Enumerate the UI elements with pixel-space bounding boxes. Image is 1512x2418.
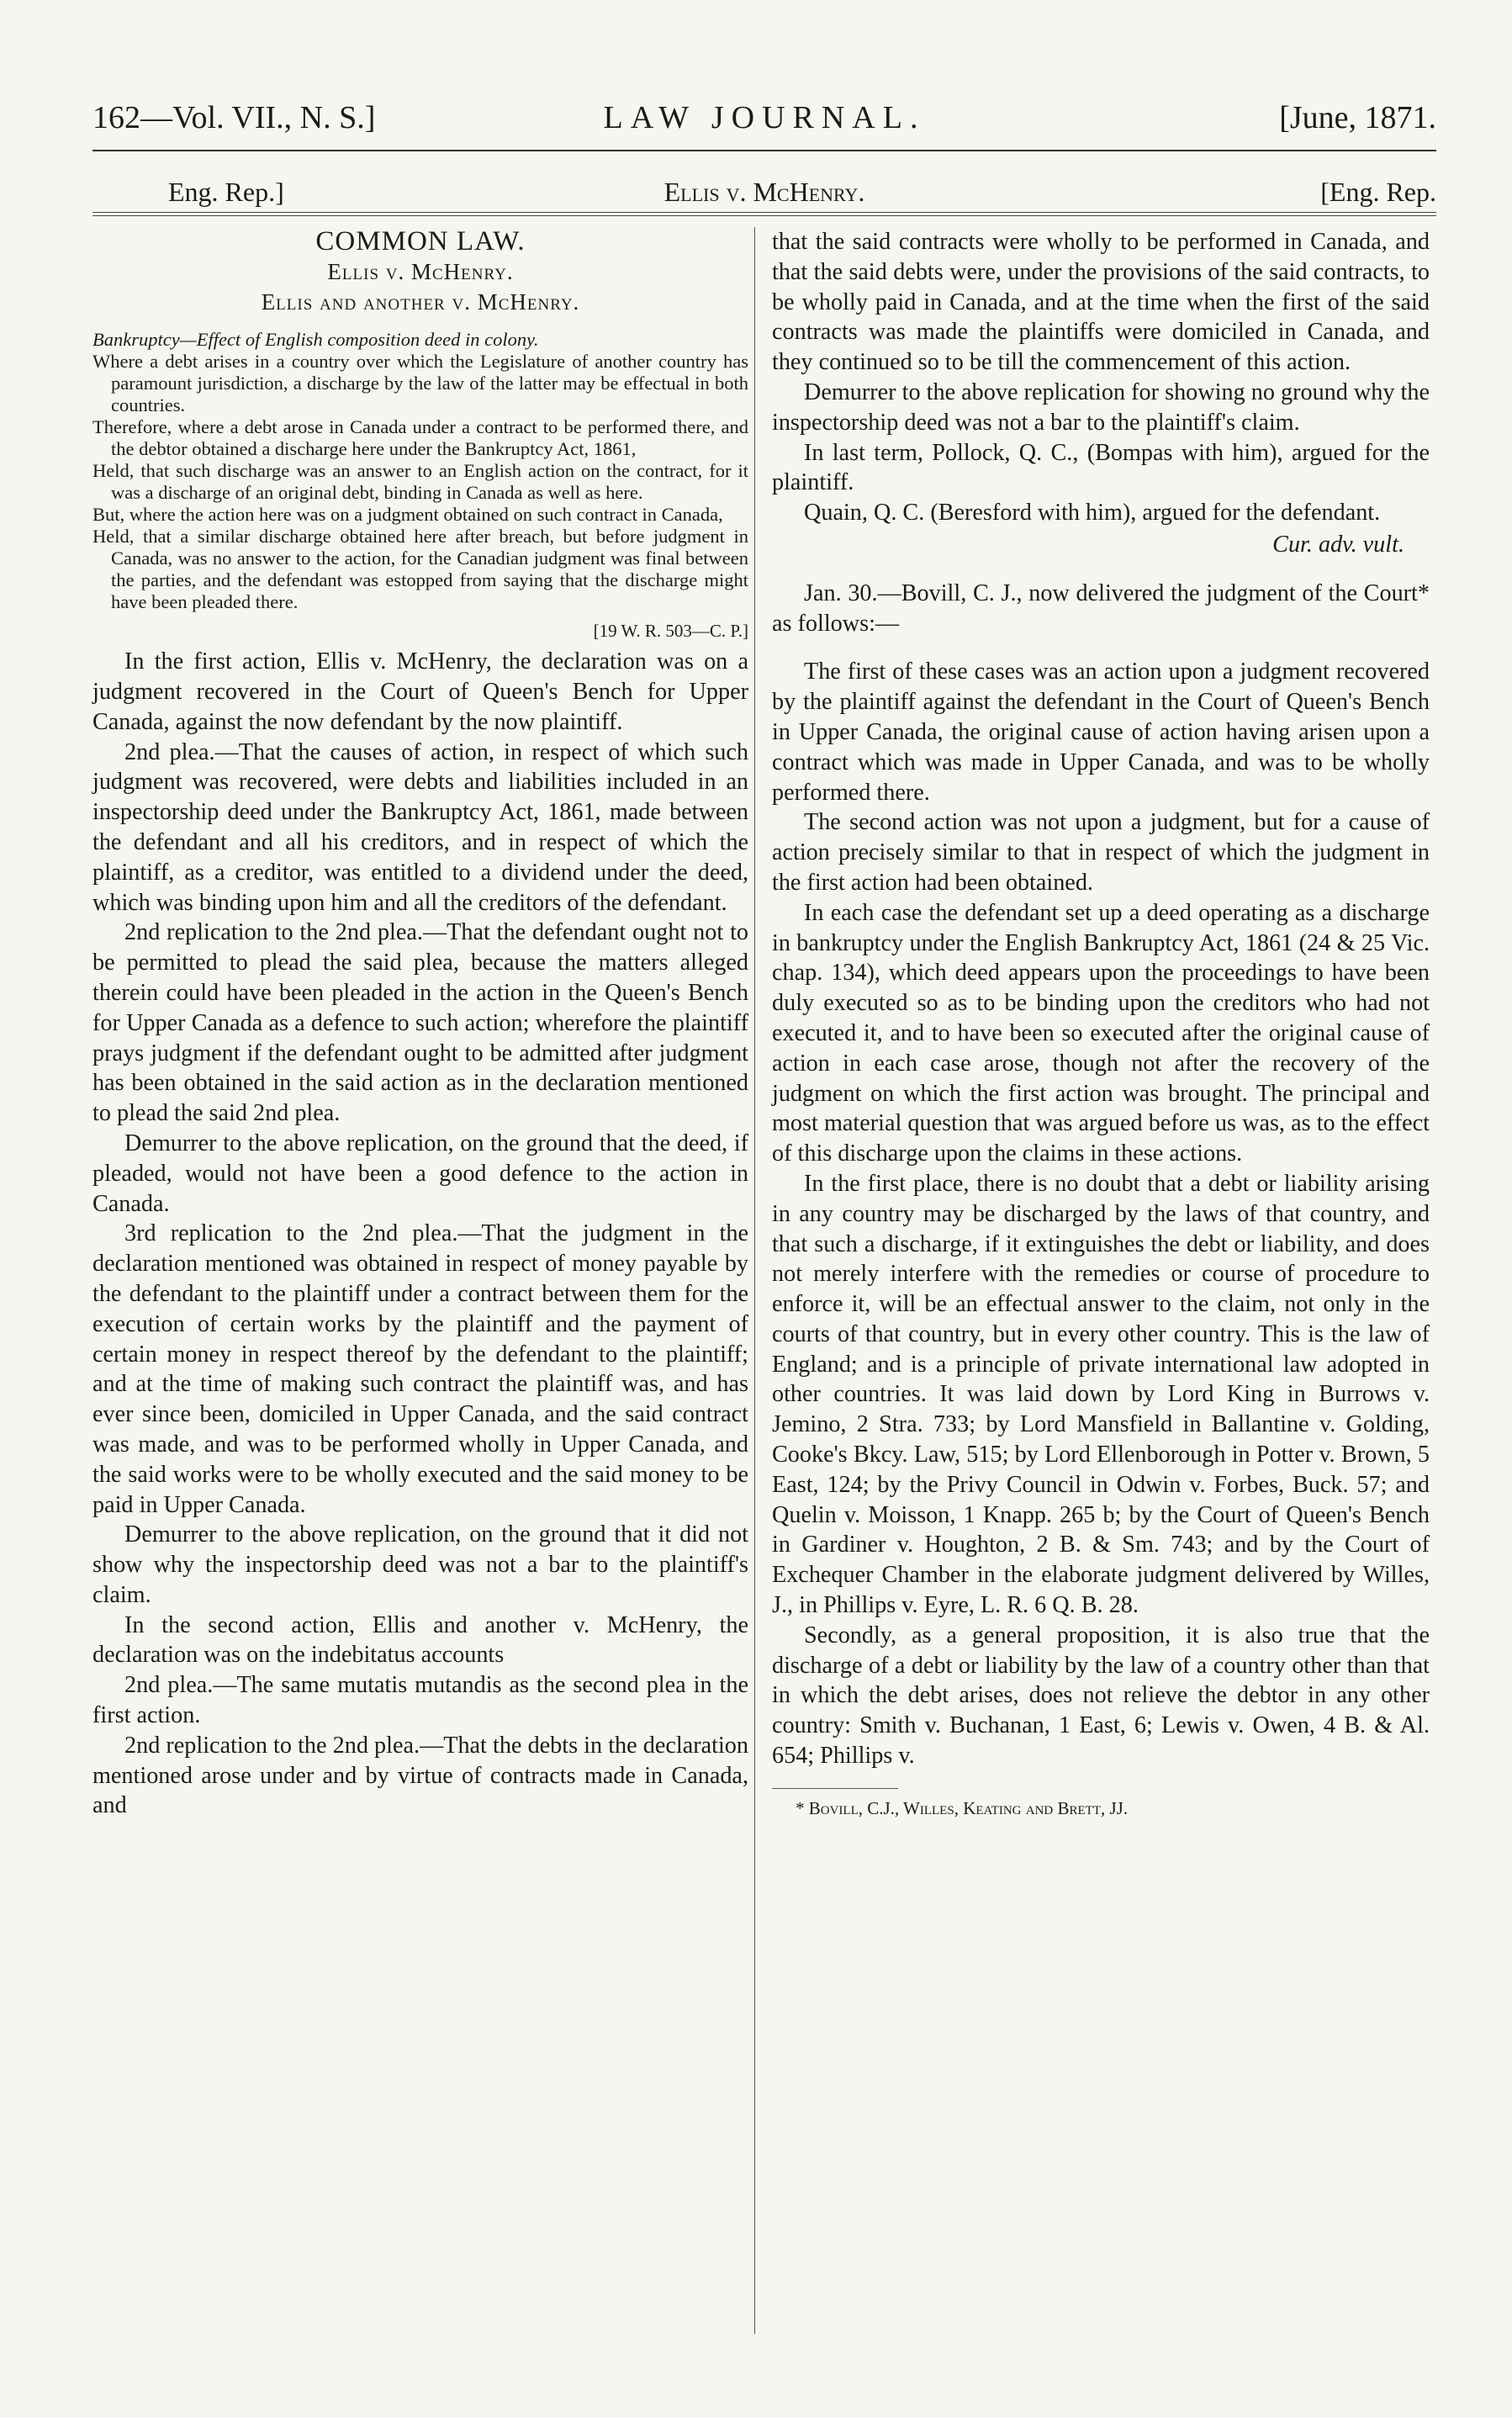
case-title-first: Ellis v. McHenry. [327,258,514,284]
body-paragraph: In the second action, Ellis and another v. McHenry, the declaration was on the indebitatus accounts [93,1611,748,1669]
case-running-title: Ellis v. McHenry. [663,177,865,207]
issue-date: [June, 1871. [1279,100,1436,135]
body-paragraph: 3rd replication to the 2nd plea.—That the judgment in the declaration mentioned was obtained in respect of money payable by the defendant to the plaintiff under a contract between them for the execution of certain works by the plaintiff and the payment of certain money in respect thereof by the defendant to the plaintiff; and at the time of making such contract the plaintiff was, and has ever since been, domiciled in Upper Canada, and the said contract was made, and was to be performed wholly in Upper Canada, and the said works were to be wholly executed and the said money to be paid in Upper Canada. [93,1220,748,1518]
section-title: COMMON LAW. [315,226,526,257]
report-label-right: [Eng. Rep. [1320,177,1436,207]
body-paragraph: that the said contracts were wholly to be performed in Canada, and that the said debts were, under the provisions of the said contracts, to be wholly paid in Canada, and at the time when the first of the said contracts was made the plaintiffs were domiciled in Canada, and they continued so to be till the commencement of this action. [772,229,1430,376]
headnote [93,329,748,613]
headnote-paragraph: Held, that a similar discharge obtained here after breach, but before judgment in Canada, was no answer to the action, for the Canadian judgment was final between the parties, and the defendant was estopped from saying that the discharge might have been pleaded there. [93,526,748,613]
body-paragraph: In the first place, there is no doubt that a debt or liability arising in any country may be discharged by the laws of that country, and that such a discharge, if it extinguishes the debt or liability, and does not merely interfere with the remedies or course of procedure to enforce it, will be an effectual answer to the claim, not only in the courts of that country, but in every other country. This is the law of England; and is a principle of private international law adopted in other countries. It was laid down by Lord King in Burrows v. Jemino, 2 Stra. 733; by Lord Mansfield in Ballantine v. Golding, Cooke's Bkcy. Law, 515; by Lord Ellenborough in Potter v. Brown, 5 East, 124; by the Privy Council in Odwin v. Forbes, Buck. 57; and Quelin v. Moisson, 1 Knapp. 265 b; by the Court of Queen's Bench in Gardiner v. Houghton, 2 B. & Sm. 743; and by the Court of Exchequer Chamber in the elaborate judgment delivered by Willes, J., in Phillips v. Eyre, L. R. 6 Q. B. 28. [772,1170,1430,1619]
body-paragraph: Demurrer to the above replication, on the ground that the deed, if pleaded, would not have been a good defence to the action in Canada. [93,1130,748,1217]
headnote-topic: Bankruptcy—Effect of English composition deed in colony. [93,329,539,351]
report-citation: [19 W. R. 503—C. P.] [593,621,748,642]
headnote-paragraph: Where a debt arises in a country over which the Legislature of another country has paramount jurisdiction, a discharge by the law of the latter may be effectual in both countries. [93,351,748,416]
body-paragraph: The second action was not upon a judgment, but for a cause of action precisely similar to that in respect of which the judgment in the first action had been obtained. [772,809,1430,896]
report-label-left: Eng. Rep.] [168,177,284,207]
header-rule [93,150,1436,151]
headnote-paragraph: Therefore, where a debt arose in Canada under a contract to be performed there, and the debtor obtained a discharge here under the Bankruptcy Act, 1861, [93,416,748,460]
body-paragraph: 2nd replication to the 2nd plea.—That the defendant ought not to be permitted to plead the said plea, because the matters alleged therein could have been pleaded in the action in the Queen's Bench for Upper Canada as a defence to such action; wherefore the plaintiff prays judgment if the defendant ought to be admitted after judgment has been obtained in the said action as in the declaration mentioned to plead the said 2nd plea. [93,919,748,1127]
case-title-second: Ellis and another v. McHenry. [261,288,580,315]
body-paragraph: In last term, Pollock, Q. C., (Bompas with him), argued for the plaintiff. [772,439,1430,496]
body-paragraph: In each case the defendant set up a deed operating as a discharge in bankruptcy under the English Bankruptcy Act, 1861 (24 & 25 Vic. chap. 134), which deed appears upon the proceedings to have been duly executed so as to be binding upon the creditors who had not executed it, and to have been so executed after the original cause of action in each case arose, though not after the recovery of the judgment on which the first action was brought. The principal and most material question that was argued before us was, as to the effect of this discharge upon the claims in these actions. [772,899,1430,1167]
footnote-rule [772,1788,898,1789]
body-paragraph: Jan. 30.—Bovill, C. J., now delivered the judgment of the Court* as follows:— [772,579,1430,637]
right-column [772,227,1430,1819]
page-volume-label: 162—Vol. VII., N. S.] [93,100,376,135]
body-paragraph: Quain, Q. C. (Beresford with him), argued for the defendant. [804,500,1381,526]
running-head [93,99,1436,150]
body-paragraph: Demurrer to the above replication, on the ground that it did not show why the inspectorship deed was not a bar to the plaintiff's claim. [93,1521,748,1608]
body-paragraph: The first of these cases was an action upon a judgment recovered by the plaintiff against the defendant in the Court of Queen's Bench in Upper Canada, the original cause of action having arisen upon a contract which was made in Upper Canada, and was to be wholly performed there. [772,659,1430,806]
body-paragraph: In the first action, Ellis v. McHenry, the declaration was on a judgment recovered in the Court of Queen's Bench for Upper Canada, against the now defendant by the now plaintiff. [93,648,748,735]
journal-title: LAW JOURNAL. [603,100,926,135]
body-paragraph: Secondly, as a general proposition, it is also true that the discharge of a debt or liability by the law of a country other than that in which the debt arises, does not relieve the debtor in any other country: Smith v. Buchanan, 1 East, 6; Lewis v. Owen, 4 B. & Al. 654; Phillips v. [772,1622,1430,1770]
footnote: * Bovill, C.J., Willes, Keating and Brett, JJ. [796,1797,1129,1818]
body-paragraph: Demurrer to the above replication for showing no ground why the inspectorship deed was not a bar to the plaintiff's claim. [772,378,1430,436]
body-paragraph: 2nd plea.—That the causes of action, in respect of which such judgment was recovered, were debts and liabilities included in an inspectorship deed under the Bankruptcy Act, 1861, made between the defendant and all his creditors, and in respect of which the plaintiff, as a creditor, was entitled to a dividend under the deed, which was binding upon him and all the creditors of the defendant. [93,738,748,916]
headnote-paragraph: But, where the action here was on a judgment obtained on such contract in Canada, [93,504,723,526]
headnote-paragraph: Held, that such discharge was an answer to an English action on the contract, for it was a discharge of an original debt, binding in Canada as well as here. [93,460,748,504]
column-divider [754,227,755,2334]
left-column [93,227,748,1821]
body-paragraph: 2nd plea.—The same mutatis mutandis as the second plea in the first action. [93,1672,748,1729]
body-paragraph: 2nd replication to the 2nd plea.—That the debts in the declaration mentioned arose under and by virtue of contracts made in Canada, and [93,1732,748,1819]
cur-adv-vult: Cur. adv. vult. [1272,531,1404,558]
double-rule [93,212,1436,216]
